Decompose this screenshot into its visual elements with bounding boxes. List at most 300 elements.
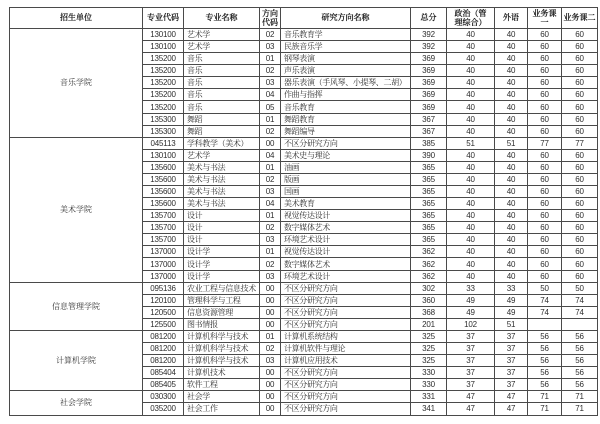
foreign-language-score-cell: 37 — [495, 330, 528, 342]
total-score-cell: 368 — [411, 306, 447, 318]
major-name-cell: 舞蹈 — [184, 113, 260, 125]
major-code-cell: 081200 — [143, 330, 184, 342]
research-direction-name-cell: 计算机应用技术 — [281, 355, 411, 367]
business-course-1-score-cell: 74 — [528, 306, 562, 318]
business-course-1-score-cell: 56 — [528, 343, 562, 355]
research-direction-name-cell: 数字媒体艺术 — [281, 222, 411, 234]
direction-code-cell: 04 — [260, 89, 281, 101]
table-row — [10, 137, 598, 149]
business-course-2-score-cell: 60 — [562, 101, 598, 113]
total-score-cell: 385 — [411, 137, 447, 149]
business-course-2-score-cell: 71 — [562, 403, 598, 415]
research-direction-name-cell: 音乐教育 — [281, 101, 411, 113]
major-code-cell: 085404 — [143, 367, 184, 379]
major-code-cell: 135200 — [143, 89, 184, 101]
foreign-language-score-cell: 33 — [495, 282, 528, 294]
research-direction-name-cell: 不区分研究方向 — [281, 306, 411, 318]
business-course-2-score-cell: 60 — [562, 29, 598, 41]
foreign-language-score-cell: 37 — [495, 367, 528, 379]
total-score-cell: 331 — [411, 391, 447, 403]
business-course-2-score-cell: 60 — [562, 173, 598, 185]
major-name-cell: 管理科学与工程 — [184, 294, 260, 306]
total-score-cell: 365 — [411, 222, 447, 234]
research-direction-name-cell: 计算机软件与理论 — [281, 343, 411, 355]
foreign-language-score-cell: 40 — [495, 53, 528, 65]
politics-score-cell: 40 — [447, 161, 495, 173]
total-score-cell: 390 — [411, 149, 447, 161]
total-score-cell: 365 — [411, 210, 447, 222]
foreign-language-score-cell: 47 — [495, 391, 528, 403]
foreign-language-score-cell: 40 — [495, 41, 528, 53]
column-header-total-score: 总分 — [411, 8, 447, 29]
politics-score-cell: 40 — [447, 198, 495, 210]
business-course-2-score-cell: 60 — [562, 41, 598, 53]
total-score-cell: 365 — [411, 186, 447, 198]
total-score-cell: 365 — [411, 234, 447, 246]
politics-score-cell: 33 — [447, 282, 495, 294]
politics-score-cell: 37 — [447, 355, 495, 367]
business-course-1-score-cell: 71 — [528, 403, 562, 415]
business-course-1-score-cell: 60 — [528, 246, 562, 258]
direction-code-cell: 00 — [260, 282, 281, 294]
table-row — [10, 29, 598, 41]
politics-score-cell: 37 — [447, 330, 495, 342]
table-row — [10, 391, 598, 403]
column-header-major-name: 专业名称 — [184, 8, 260, 29]
table-row — [10, 330, 598, 342]
major-name-cell: 艺术学 — [184, 29, 260, 41]
direction-code-cell: 04 — [260, 149, 281, 161]
business-course-1-score-cell: 60 — [528, 41, 562, 53]
research-direction-name-cell: 舞蹈教育 — [281, 113, 411, 125]
business-course-2-score-cell: 56 — [562, 355, 598, 367]
politics-score-cell: 47 — [447, 391, 495, 403]
politics-score-cell: 40 — [447, 89, 495, 101]
major-name-cell: 美术与书法 — [184, 173, 260, 185]
total-score-cell: 362 — [411, 258, 447, 270]
major-code-cell: 081200 — [143, 355, 184, 367]
politics-score-cell: 49 — [447, 306, 495, 318]
business-course-2-score-cell: 60 — [562, 161, 598, 173]
business-course-1-score-cell: 60 — [528, 101, 562, 113]
business-course-2-score-cell: 56 — [562, 367, 598, 379]
politics-score-cell: 37 — [447, 343, 495, 355]
direction-code-cell: 01 — [260, 210, 281, 222]
research-direction-name-cell: 音乐教育学 — [281, 29, 411, 41]
major-code-cell: 135200 — [143, 101, 184, 113]
major-name-cell: 音乐 — [184, 53, 260, 65]
total-score-cell: 392 — [411, 29, 447, 41]
major-code-cell: 135200 — [143, 77, 184, 89]
total-score-cell: 302 — [411, 282, 447, 294]
business-course-2-score-cell: 77 — [562, 137, 598, 149]
major-code-cell: 125500 — [143, 318, 184, 330]
research-direction-name-cell: 油画 — [281, 161, 411, 173]
business-course-2-score-cell: 60 — [562, 234, 598, 246]
research-direction-name-cell: 钢琴表演 — [281, 53, 411, 65]
politics-score-cell: 40 — [447, 113, 495, 125]
foreign-language-score-cell: 37 — [495, 343, 528, 355]
direction-code-cell: 01 — [260, 161, 281, 173]
total-score-cell: 341 — [411, 403, 447, 415]
politics-score-cell: 40 — [447, 41, 495, 53]
major-code-cell: 137000 — [143, 246, 184, 258]
politics-score-cell: 40 — [447, 29, 495, 41]
major-code-cell: 085405 — [143, 379, 184, 391]
research-direction-name-cell: 器乐表演（手风琴、小提琴、二胡） — [281, 77, 411, 89]
politics-score-cell: 37 — [447, 367, 495, 379]
research-direction-name-cell: 数字媒体艺术 — [281, 258, 411, 270]
politics-score-cell: 40 — [447, 186, 495, 198]
total-score-cell: 360 — [411, 294, 447, 306]
business-course-2-score-cell: 74 — [562, 306, 598, 318]
direction-code-cell: 01 — [260, 53, 281, 65]
foreign-language-score-cell: 40 — [495, 101, 528, 113]
politics-score-cell: 40 — [447, 246, 495, 258]
total-score-cell: 369 — [411, 101, 447, 113]
table-body — [10, 29, 598, 416]
business-course-1-score-cell: 50 — [528, 282, 562, 294]
major-name-cell: 计算机科学与技术 — [184, 355, 260, 367]
business-course-1-score-cell: 60 — [528, 77, 562, 89]
research-direction-name-cell: 美术教育 — [281, 198, 411, 210]
direction-code-cell: 00 — [260, 391, 281, 403]
foreign-language-score-cell: 51 — [495, 318, 528, 330]
major-name-cell: 艺术学 — [184, 41, 260, 53]
foreign-language-score-cell: 47 — [495, 403, 528, 415]
politics-score-cell: 51 — [447, 137, 495, 149]
major-name-cell: 美术与书法 — [184, 186, 260, 198]
major-code-cell: 130100 — [143, 41, 184, 53]
column-header-business-course-2-score: 业务课二 — [562, 8, 598, 29]
major-code-cell: 137000 — [143, 270, 184, 282]
politics-score-cell: 40 — [447, 222, 495, 234]
major-name-cell: 信息资源管理 — [184, 306, 260, 318]
major-name-cell: 美术与书法 — [184, 161, 260, 173]
foreign-language-score-cell: 40 — [495, 246, 528, 258]
major-name-cell: 社会学 — [184, 391, 260, 403]
business-course-2-score-cell: 74 — [562, 294, 598, 306]
total-score-cell: 201 — [411, 318, 447, 330]
table-row — [10, 282, 598, 294]
business-course-1-score-cell: 60 — [528, 210, 562, 222]
foreign-language-score-cell: 37 — [495, 379, 528, 391]
business-course-2-score-cell: 71 — [562, 391, 598, 403]
major-code-cell: 135600 — [143, 173, 184, 185]
total-score-cell: 362 — [411, 246, 447, 258]
direction-code-cell: 02 — [260, 222, 281, 234]
business-course-1-score-cell: 60 — [528, 29, 562, 41]
column-header-major-code: 专业代码 — [143, 8, 184, 29]
major-code-cell: 120500 — [143, 306, 184, 318]
major-name-cell: 音乐 — [184, 89, 260, 101]
major-code-cell: 135200 — [143, 53, 184, 65]
foreign-language-score-cell: 40 — [495, 210, 528, 222]
business-course-2-score-cell — [562, 318, 598, 330]
research-direction-name-cell: 版画 — [281, 173, 411, 185]
major-code-cell: 030300 — [143, 391, 184, 403]
research-direction-name-cell: 民族音乐学 — [281, 41, 411, 53]
total-score-cell: 392 — [411, 41, 447, 53]
politics-score-cell: 47 — [447, 403, 495, 415]
business-course-1-score-cell: 60 — [528, 234, 562, 246]
major-name-cell: 音乐 — [184, 101, 260, 113]
business-course-1-score-cell: 60 — [528, 113, 562, 125]
politics-score-cell: 49 — [447, 294, 495, 306]
research-direction-name-cell: 国画 — [281, 186, 411, 198]
column-header-research-direction-name: 研究方向名称 — [281, 8, 411, 29]
total-score-cell: 367 — [411, 125, 447, 137]
column-header-politics-score: 政治（管理综合） — [447, 8, 495, 29]
business-course-1-score-cell: 60 — [528, 65, 562, 77]
total-score-cell: 369 — [411, 77, 447, 89]
foreign-language-score-cell: 40 — [495, 161, 528, 173]
direction-code-cell: 00 — [260, 403, 281, 415]
direction-code-cell: 02 — [260, 125, 281, 137]
research-direction-name-cell: 不区分研究方向 — [281, 391, 411, 403]
direction-code-cell: 01 — [260, 330, 281, 342]
total-score-cell: 367 — [411, 113, 447, 125]
direction-code-cell: 03 — [260, 234, 281, 246]
direction-code-cell: 03 — [260, 41, 281, 53]
major-code-cell: 135600 — [143, 186, 184, 198]
total-score-cell: 365 — [411, 198, 447, 210]
direction-code-cell: 04 — [260, 198, 281, 210]
foreign-language-score-cell: 40 — [495, 198, 528, 210]
business-course-1-score-cell: 56 — [528, 379, 562, 391]
business-course-2-score-cell: 60 — [562, 222, 598, 234]
direction-code-cell: 01 — [260, 246, 281, 258]
research-direction-name-cell: 美术史与理论 — [281, 149, 411, 161]
business-course-1-score-cell: 74 — [528, 294, 562, 306]
business-course-2-score-cell: 50 — [562, 282, 598, 294]
major-name-cell: 学科教学（美术） — [184, 137, 260, 149]
research-direction-name-cell: 不区分研究方向 — [281, 379, 411, 391]
total-score-cell: 369 — [411, 53, 447, 65]
business-course-1-score-cell — [528, 318, 562, 330]
direction-code-cell: 02 — [260, 65, 281, 77]
total-score-cell: 365 — [411, 161, 447, 173]
business-course-2-score-cell: 60 — [562, 210, 598, 222]
research-direction-name-cell: 不区分研究方向 — [281, 282, 411, 294]
direction-code-cell: 01 — [260, 113, 281, 125]
table-header — [10, 8, 598, 29]
major-name-cell: 舞蹈 — [184, 125, 260, 137]
business-course-2-score-cell: 60 — [562, 53, 598, 65]
foreign-language-score-cell: 40 — [495, 29, 528, 41]
total-score-cell: 325 — [411, 355, 447, 367]
business-course-1-score-cell: 56 — [528, 355, 562, 367]
direction-code-cell: 03 — [260, 355, 281, 367]
foreign-language-score-cell: 40 — [495, 270, 528, 282]
admission-unit-cell: 社会学院 — [10, 391, 143, 415]
research-direction-name-cell: 计算机系统结构 — [281, 330, 411, 342]
foreign-language-score-cell: 40 — [495, 77, 528, 89]
foreign-language-score-cell: 40 — [495, 258, 528, 270]
politics-score-cell: 37 — [447, 379, 495, 391]
politics-score-cell: 40 — [447, 77, 495, 89]
business-course-2-score-cell: 60 — [562, 258, 598, 270]
research-direction-name-cell: 视觉传达设计 — [281, 246, 411, 258]
major-code-cell: 095136 — [143, 282, 184, 294]
major-code-cell: 130100 — [143, 149, 184, 161]
foreign-language-score-cell: 40 — [495, 89, 528, 101]
research-direction-name-cell: 视觉传达设计 — [281, 210, 411, 222]
direction-code-cell: 03 — [260, 186, 281, 198]
business-course-2-score-cell: 60 — [562, 186, 598, 198]
business-course-1-score-cell: 60 — [528, 270, 562, 282]
politics-score-cell: 40 — [447, 270, 495, 282]
major-code-cell: 135300 — [143, 125, 184, 137]
direction-code-cell: 00 — [260, 318, 281, 330]
major-code-cell: 135700 — [143, 210, 184, 222]
research-direction-name-cell: 不区分研究方向 — [281, 294, 411, 306]
major-name-cell: 设计 — [184, 222, 260, 234]
business-course-2-score-cell: 60 — [562, 65, 598, 77]
business-course-1-score-cell: 60 — [528, 198, 562, 210]
total-score-cell: 365 — [411, 173, 447, 185]
business-course-1-score-cell: 60 — [528, 125, 562, 137]
column-header-admission-unit: 招生单位 — [10, 8, 143, 29]
direction-code-cell: 03 — [260, 77, 281, 89]
business-course-2-score-cell: 56 — [562, 343, 598, 355]
major-code-cell: 035200 — [143, 403, 184, 415]
major-name-cell: 艺术学 — [184, 149, 260, 161]
politics-score-cell: 102 — [447, 318, 495, 330]
business-course-2-score-cell: 60 — [562, 149, 598, 161]
header-row — [10, 8, 598, 29]
major-name-cell: 社会工作 — [184, 403, 260, 415]
business-course-2-score-cell: 56 — [562, 379, 598, 391]
business-course-1-score-cell: 60 — [528, 173, 562, 185]
foreign-language-score-cell: 40 — [495, 149, 528, 161]
business-course-1-score-cell: 60 — [528, 53, 562, 65]
direction-code-cell: 00 — [260, 137, 281, 149]
direction-code-cell: 02 — [260, 173, 281, 185]
politics-score-cell: 40 — [447, 65, 495, 77]
business-course-2-score-cell: 60 — [562, 246, 598, 258]
total-score-cell: 330 — [411, 379, 447, 391]
foreign-language-score-cell: 37 — [495, 355, 528, 367]
major-code-cell: 135200 — [143, 65, 184, 77]
total-score-cell: 325 — [411, 343, 447, 355]
business-course-1-score-cell: 60 — [528, 161, 562, 173]
total-score-cell: 330 — [411, 367, 447, 379]
major-name-cell: 计算机科学与技术 — [184, 330, 260, 342]
business-course-1-score-cell: 71 — [528, 391, 562, 403]
major-name-cell: 音乐 — [184, 65, 260, 77]
business-course-2-score-cell: 60 — [562, 198, 598, 210]
politics-score-cell: 40 — [447, 173, 495, 185]
major-name-cell: 设计 — [184, 234, 260, 246]
direction-code-cell: 02 — [260, 258, 281, 270]
foreign-language-score-cell: 40 — [495, 186, 528, 198]
major-name-cell: 设计学 — [184, 246, 260, 258]
major-name-cell: 美术与书法 — [184, 198, 260, 210]
research-direction-name-cell: 不区分研究方向 — [281, 137, 411, 149]
major-code-cell: 135600 — [143, 198, 184, 210]
foreign-language-score-cell: 40 — [495, 125, 528, 137]
total-score-cell: 362 — [411, 270, 447, 282]
politics-score-cell: 40 — [447, 101, 495, 113]
column-header-direction-code: 方向代码 — [260, 8, 281, 29]
foreign-language-score-cell: 40 — [495, 173, 528, 185]
major-code-cell: 137000 — [143, 258, 184, 270]
research-direction-name-cell: 环境艺术设计 — [281, 270, 411, 282]
business-course-1-score-cell: 60 — [528, 149, 562, 161]
major-name-cell: 音乐 — [184, 77, 260, 89]
major-name-cell: 软件工程 — [184, 379, 260, 391]
major-code-cell: 135700 — [143, 234, 184, 246]
foreign-language-score-cell: 40 — [495, 65, 528, 77]
admission-score-table — [9, 7, 598, 416]
business-course-2-score-cell: 60 — [562, 125, 598, 137]
foreign-language-score-cell: 51 — [495, 137, 528, 149]
foreign-language-score-cell: 49 — [495, 294, 528, 306]
major-name-cell: 设计 — [184, 210, 260, 222]
politics-score-cell: 40 — [447, 125, 495, 137]
direction-code-cell: 00 — [260, 367, 281, 379]
business-course-1-score-cell: 56 — [528, 330, 562, 342]
direction-code-cell: 02 — [260, 343, 281, 355]
business-course-1-score-cell: 60 — [528, 89, 562, 101]
research-direction-name-cell: 不区分研究方向 — [281, 403, 411, 415]
research-direction-name-cell: 作曲与指挥 — [281, 89, 411, 101]
research-direction-name-cell: 声乐表演 — [281, 65, 411, 77]
business-course-2-score-cell: 60 — [562, 113, 598, 125]
politics-score-cell: 40 — [447, 258, 495, 270]
research-direction-name-cell: 不区分研究方向 — [281, 318, 411, 330]
direction-code-cell: 00 — [260, 294, 281, 306]
major-name-cell: 设计学 — [184, 258, 260, 270]
major-name-cell: 计算机技术 — [184, 367, 260, 379]
politics-score-cell: 40 — [447, 210, 495, 222]
business-course-1-score-cell: 60 — [528, 222, 562, 234]
major-code-cell: 135700 — [143, 222, 184, 234]
admission-unit-cell: 音乐学院 — [10, 29, 143, 138]
business-course-1-score-cell: 56 — [528, 367, 562, 379]
major-name-cell: 计算机科学与技术 — [184, 343, 260, 355]
politics-score-cell: 40 — [447, 234, 495, 246]
politics-score-cell: 40 — [447, 53, 495, 65]
major-code-cell: 130100 — [143, 29, 184, 41]
column-header-business-course-1-score: 业务课一 — [528, 8, 562, 29]
major-code-cell: 120100 — [143, 294, 184, 306]
total-score-cell: 369 — [411, 89, 447, 101]
admission-unit-cell: 信息管理学院 — [10, 282, 143, 330]
foreign-language-score-cell: 40 — [495, 222, 528, 234]
major-name-cell: 设计学 — [184, 270, 260, 282]
major-code-cell: 081200 — [143, 343, 184, 355]
major-code-cell: 045113 — [143, 137, 184, 149]
business-course-2-score-cell: 60 — [562, 270, 598, 282]
business-course-1-score-cell: 60 — [528, 258, 562, 270]
direction-code-cell: 02 — [260, 29, 281, 41]
column-header-foreign-language-score: 外语 — [495, 8, 528, 29]
direction-code-cell: 00 — [260, 379, 281, 391]
foreign-language-score-cell: 49 — [495, 306, 528, 318]
total-score-cell: 369 — [411, 65, 447, 77]
business-course-2-score-cell: 60 — [562, 77, 598, 89]
admission-unit-cell: 计算机学院 — [10, 330, 143, 390]
business-course-1-score-cell: 77 — [528, 137, 562, 149]
admission-unit-cell: 美术学院 — [10, 137, 143, 282]
business-course-2-score-cell: 60 — [562, 89, 598, 101]
foreign-language-score-cell: 40 — [495, 234, 528, 246]
politics-score-cell: 40 — [447, 149, 495, 161]
major-code-cell: 135300 — [143, 113, 184, 125]
total-score-cell: 325 — [411, 330, 447, 342]
